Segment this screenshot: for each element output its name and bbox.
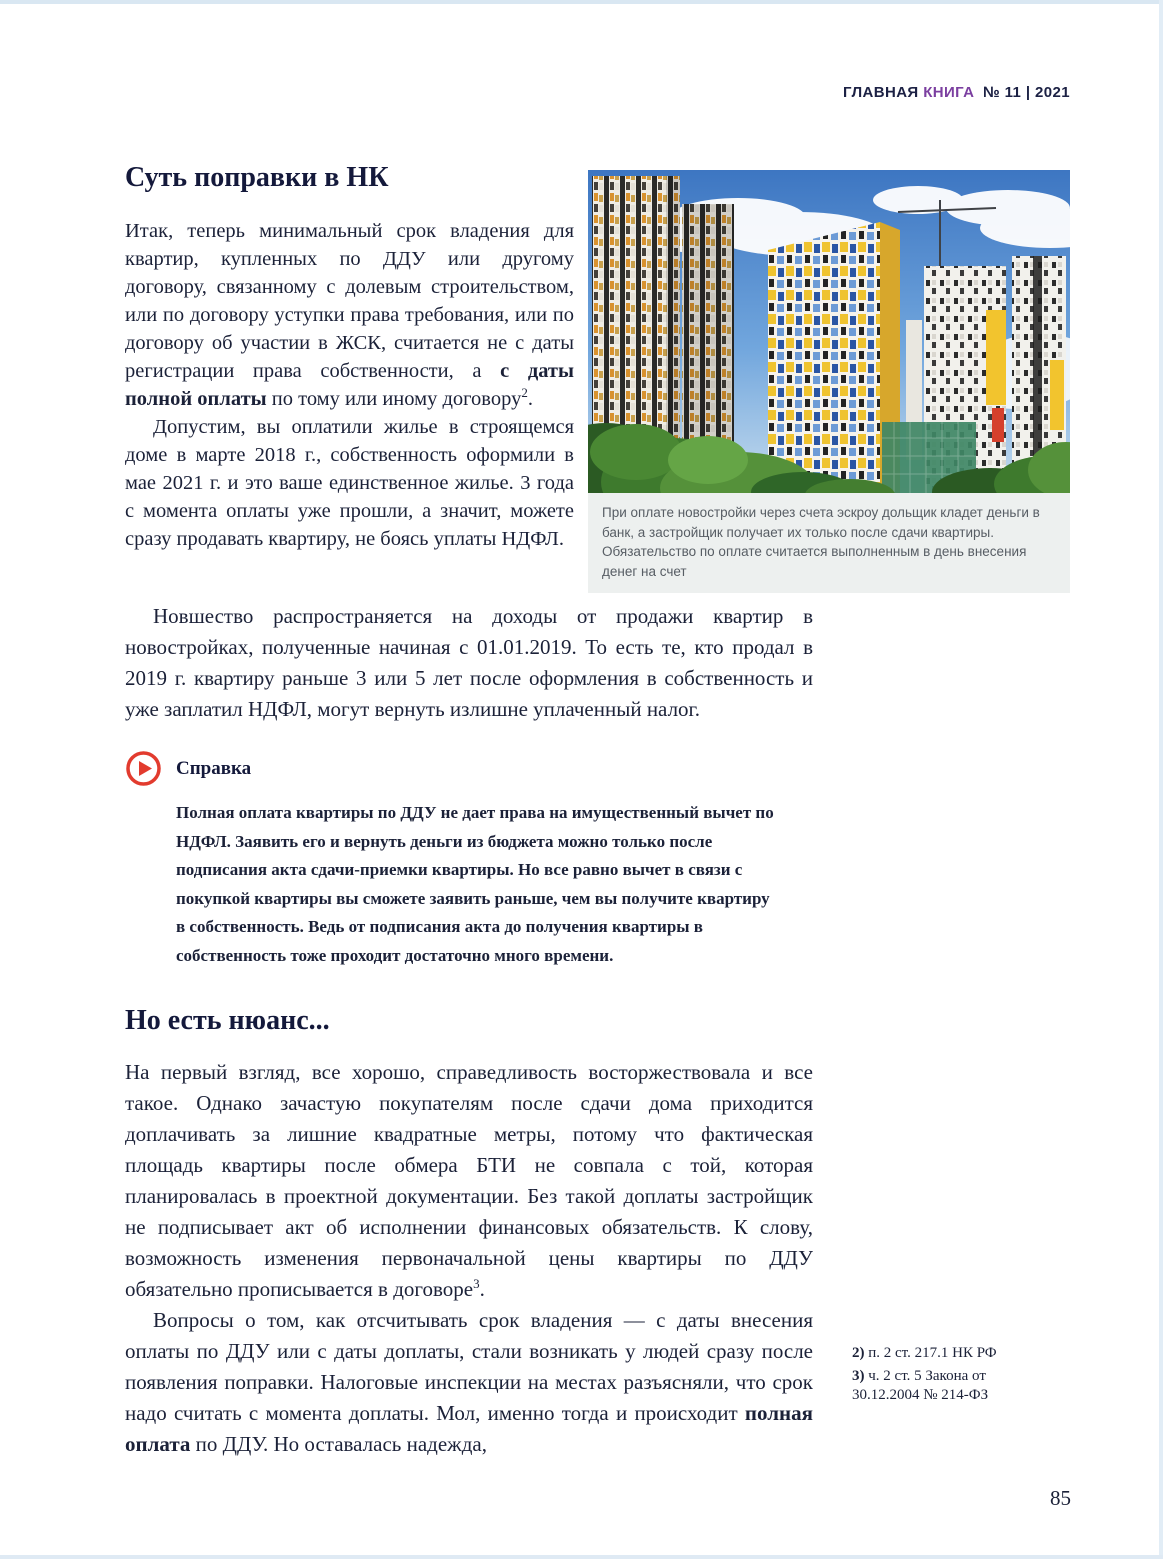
paragraph-text: по тому или иному договору [266, 388, 522, 410]
bold-text: с даты полной оплаты [125, 360, 575, 410]
page-edge-top [0, 0, 1163, 4]
footnote-2 [852, 1344, 1032, 1364]
spravka-header [125, 750, 790, 787]
paragraph-text: . [479, 1277, 485, 1301]
paragraph-text: Итак, теперь минимальный срок владения для квартир, купленных по ДДУ или другому договору, связанному с долевым строительством, или по договору уступки права требования, или по договору об участии в ЖСК, считается не с даты регистрации права собственности, а [125, 220, 574, 382]
paragraph-text: Вопросы о том, как отсчитывать срок владения — с даты внесения оплаты по ДДУ или с даты доплаты, стали возникать у людей сразу после появления поправки. Налоговые инспекции на местах разъясняли, что срок надо считать с момента доплаты. Мол, именно тогда и происходит [125, 1308, 813, 1425]
page-number: 85 [1050, 1486, 1071, 1510]
page-header [843, 84, 1070, 101]
section2-body [125, 1057, 813, 1460]
photo-caption: При оплате новостройки через счета эскроу дольщик кладет деньги в банк, а застройщик получает их только после сдачи квартиры. Обязательство по оплате считается выполненным в день внесения денег на счет [588, 493, 1070, 593]
section1-left-column [125, 217, 574, 553]
footnote-number: 3) [852, 1367, 865, 1384]
paragraph-text: по ДДУ. Но оставалась надежда, [190, 1432, 487, 1456]
paragraph-2: Допустим, вы оплатили жилье в строящемся доме в марте 2018 г., собственность оформили в мае 2021 г. и это ваше единственное жилье. 3 года с момента оплаты уже прошли, а значит, можете сразу продавать квартиру, не боясь уплаты НДФЛ. [125, 416, 574, 550]
footnote-3 [852, 1367, 1032, 1406]
issue-label: № 11 | 2021 [982, 84, 1070, 101]
bold-text: полная оплата [125, 1401, 813, 1456]
spravka-text: Полная оплата квартиры по ДДУ не дает права на имущественный вычет по НДФЛ. Заявить его и вернуть деньги из бюджета можно только после подписания акта сдачи-приемки квартиры. Но все равно вычет в связи с покупкой квартиры вы сможете заявить раньше, чем вы получите квартиру в собственность. Ведь от подписания акта до получения квартиры в собственность тоже проходит достаточно много времени. [176, 803, 774, 965]
page-edge-right [1159, 0, 1163, 1559]
page-edge-bottom [0, 1555, 1163, 1559]
paragraph-4 [125, 1057, 813, 1305]
paragraph-5 [125, 1305, 813, 1460]
brand-main: ГЛАВНАЯ [843, 84, 919, 101]
spravka-title: Справка [176, 757, 252, 779]
paragraph-text: . [527, 388, 533, 410]
paragraph-3: Новшество распространяется на доходы от продажи квартир в новостройках, полученные начиная с 01.01.2019. То есть те, кто продал в 2019 г. квартиру раньше 3 или 5 лет после оформления в собственность и уже заплатил НДФЛ, могут вернуть излишне уплаченный налог. [125, 604, 813, 721]
brand-accent: КНИГА [923, 84, 975, 101]
footnote-number: 2) [852, 1345, 865, 1361]
figure-new-buildings [588, 170, 1070, 593]
footnote-text: ч. 2 ст. 5 Закона от 30.12.2004 № 214-ФЗ [852, 1367, 989, 1403]
spravka-box [125, 750, 790, 970]
footnote-text: п. 2 ст. 217.1 НК РФ [868, 1345, 997, 1361]
section1-heading: Суть поправки в НК [125, 162, 389, 193]
new-buildings-photo [588, 170, 1070, 493]
section2-heading: Но есть нюанс... [125, 1005, 330, 1036]
paragraph-1 [125, 217, 574, 413]
footnote-ref-3: 3 [473, 1276, 480, 1291]
margin-footnotes [852, 1344, 1032, 1409]
play-circle-icon [125, 750, 162, 787]
paragraph-text: На первый взгляд, все хорошо, справедливость восторжествовала и все такое. Однако зачастую покупателям после сдачи дома приходится доплачивать за лишние квадратные метры, потому что фактическая площадь квартиры после обмера БТИ не совпала с той, которая планировалась в проектной документации. Без такой доплаты застройщик не подписывает акт об исполнении финансовых обязательств. К слову, возможность изменения первоначальной цены квартиры по ДДУ обязательно прописывается в договоре [125, 1060, 813, 1301]
footnote-ref-2: 2 [521, 385, 528, 401]
